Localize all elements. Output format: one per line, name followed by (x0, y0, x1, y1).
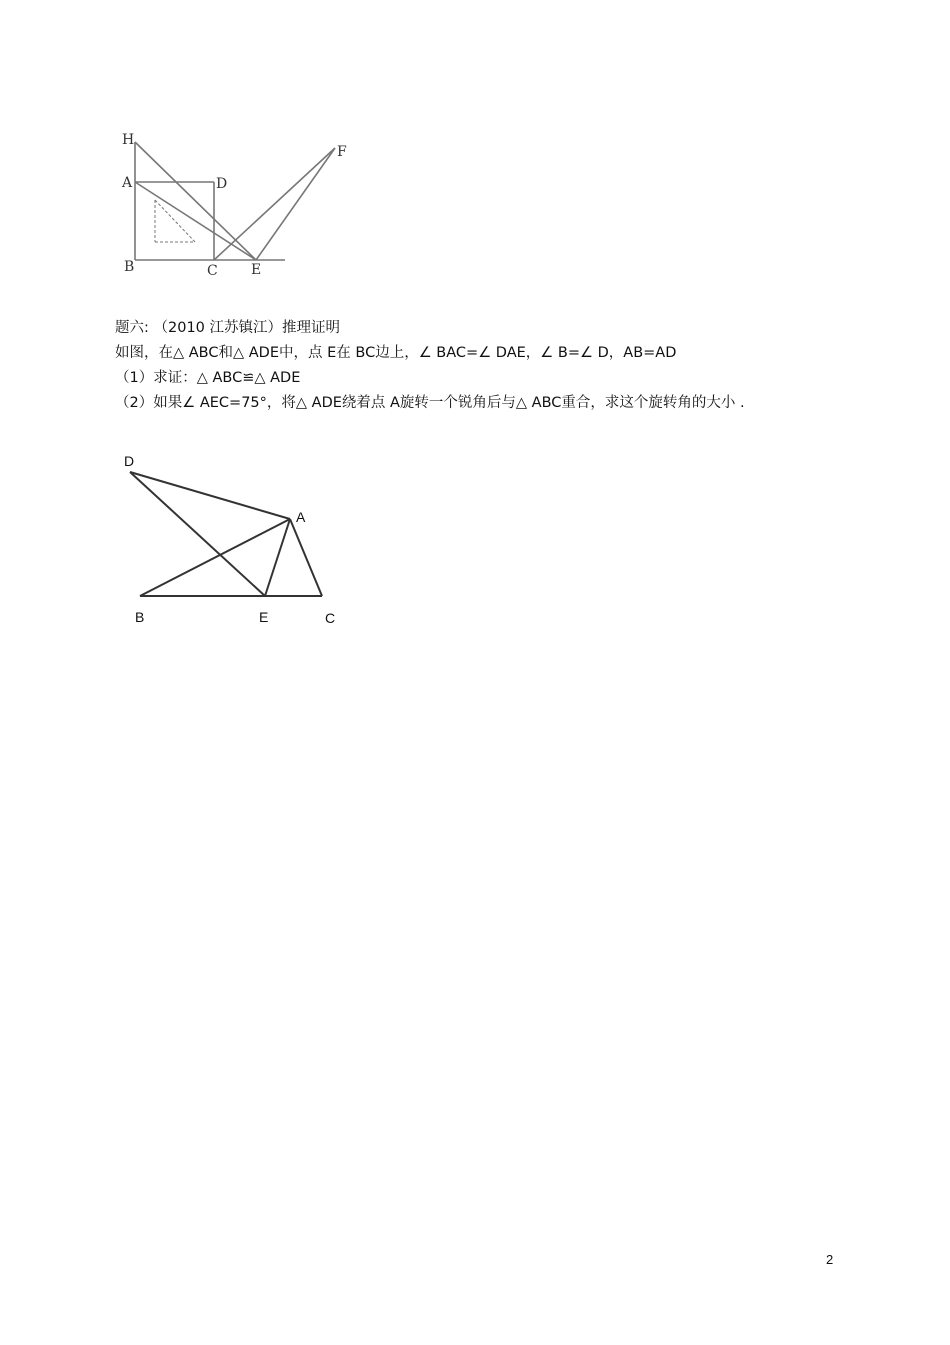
segment-ef (256, 148, 335, 260)
label-point-c: C (207, 263, 218, 279)
problem-question-1: （1）求证：△ ABC≌△ ADE (115, 370, 301, 386)
problem-question-2: （2）如果∠ AEC=75°，将△ ADE绕着点 A旋转一个锐角后与△ ABC重合，求这个旋转角的大小 . (115, 395, 745, 411)
segment-da (130, 472, 290, 519)
segment-de (130, 472, 265, 596)
dashed-triangle (155, 200, 195, 242)
problem-title: 题六: （2010 江苏镇江）推理证明 (115, 320, 341, 336)
segment-ae (135, 182, 256, 260)
label-point-e: E (251, 262, 262, 278)
label-point-f: F (337, 144, 347, 160)
segment-ba (140, 519, 290, 596)
label-point-a: A (296, 509, 306, 525)
label-point-c: C (325, 610, 336, 626)
segment-he (135, 142, 256, 260)
label-point-e: E (259, 609, 269, 625)
geometry-figure-triangles (115, 448, 355, 633)
segment-cf (214, 148, 335, 260)
label-point-d: D (124, 453, 135, 469)
label-point-b: B (135, 609, 145, 625)
page-number: 2 (826, 1252, 834, 1267)
label-point-h: H (122, 132, 135, 148)
label-point-d: D (216, 176, 228, 192)
geometry-figure-square (110, 125, 360, 285)
problem-given: 如图，在△ ABC和△ ADE中，点 E在 BC边上，∠ BAC=∠ DAE，∠ B=∠ D，AB=AD (115, 345, 677, 361)
segment-ac (290, 519, 322, 596)
label-point-a: A (122, 175, 133, 191)
label-point-b: B (124, 259, 135, 275)
